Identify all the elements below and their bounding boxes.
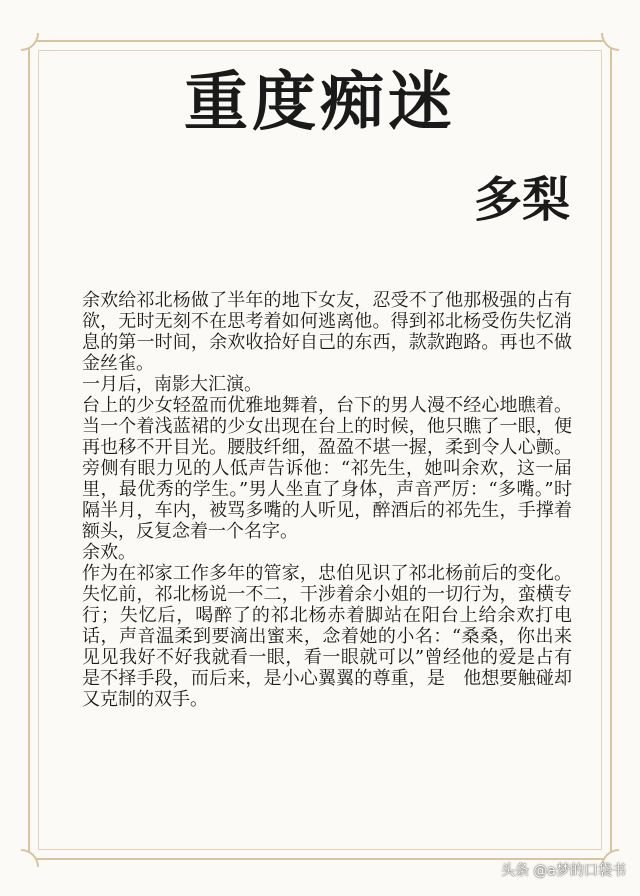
synopsis-paragraph: 余欢给祁北杨做了半年的地下女友，忍受不了他那极强的占有欲，无时无刻不在思考着如何逃离他。得到祁北杨受伤失忆消息的第一时间，余欢收拾好自己的东西，款款跑路。再也不做金丝雀。 xyxy=(82,290,572,374)
source-watermark: 头条 @a梦的口袋书 xyxy=(500,863,626,879)
book-title: 重度痴迷 xyxy=(184,65,456,140)
synopsis-text xyxy=(82,290,572,710)
synopsis-paragraph: 一月后，南影大汇演。 xyxy=(82,374,262,395)
synopsis-paragraph: 台上的少女轻盈而优雅地舞着，台下的男人漫不经心地瞧着。当一个着浅蓝裙的少女出现在台上的时候，他只瞧了一眼，便再也移不开目光。腰肢纤细，盈盈不堪一握，柔到令人心颤。旁侧有眼力见的人低声告诉他：“祁先生，她叫余欢，这一届里，最优秀的学生。”男人坐直了身体，声音严厉：“多嘴。”时隔半月，车内，被骂多嘴的人听见，醉酒后的祁先生，手撑着额头，反复念着一个名字。 xyxy=(82,395,572,542)
synopsis-paragraph: 余欢。 xyxy=(82,542,136,563)
synopsis-paragraph: 作为在祁家工作多年的管家，忠伯见识了祁北杨前后的变化。失忆前，祁北杨说一不二，干涉着余小姐的一切行为，蛮横专行；失忆后，喝醉了的祁北杨赤着脚站在阳台上给余欢打电话，声音温柔到要滴出蜜来，念着她的小名：“桑桑，你出来见见我好不好我就看一眼，看一眼就可以”曾经他的爱是占有是不择手段，而后来，是小心翼翼的尊重，是 他想要触碰却又克制的双手。 xyxy=(82,563,572,710)
book-author: 多梨 xyxy=(473,172,570,228)
